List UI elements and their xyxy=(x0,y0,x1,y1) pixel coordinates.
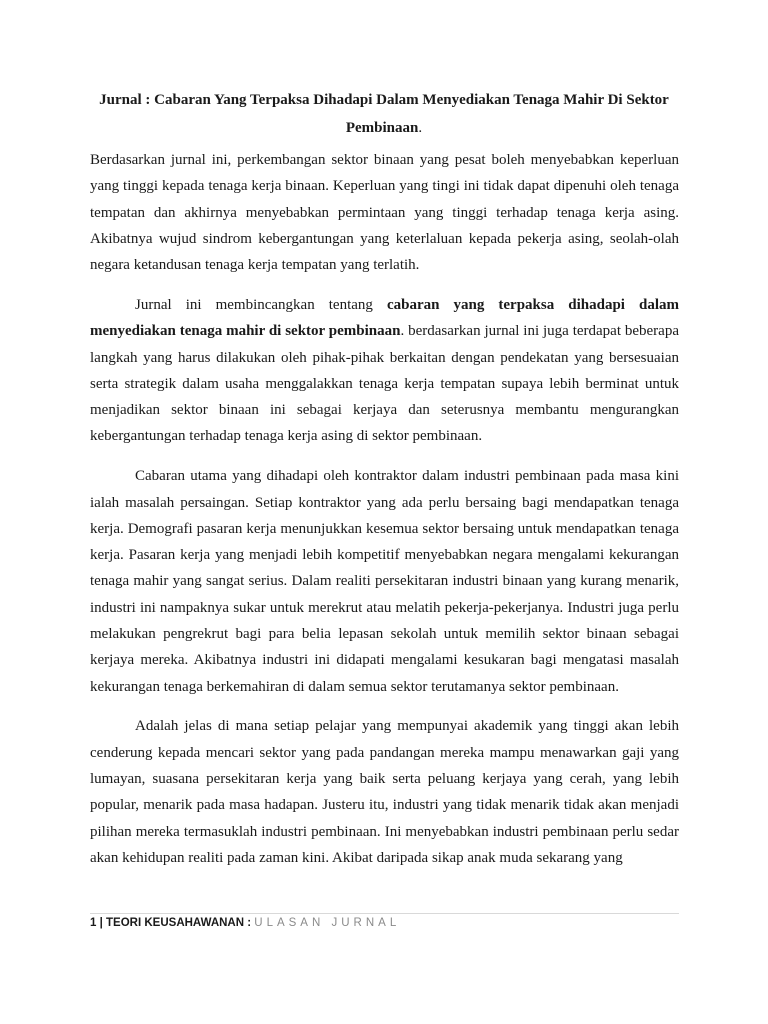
paragraph-2-bold: cabaran yang terpaksa dihadapi dalam menyediakan tenaga mahir di sektor pembinaan xyxy=(90,296,680,340)
footer-divider xyxy=(90,913,679,914)
paragraph-2 xyxy=(90,292,679,450)
document-title-text: Jurnal : Cabaran Yang Terpaksa Dihadapi Dalam Menyediakan Tenaga Mahir Di Sektor Pembinaan xyxy=(99,92,669,136)
paragraph-3: Cabaran utama yang dihadapi oleh kontraktor dalam industri pembinaan pada masa kini ialah masalah persaingan. Setiap kontraktor yang ada perlu bersaing bagi mendapatkan tenaga kerja. Demografi pasaran kerja menunjukkan kesemua sektor bersaing untuk mendapatkan tenaga kerja. Pasaran kerja yang menjadi lebih kompetitif menyebabkan negara mengalami kekurangan tenaga mahir yang sangat serius. Dalam realiti persekitaran industri binaan yang kurang menarik, industri ini nampaknya sukar untuk merekrut atau melatih pekerja-pekerjanya. Industri juga perlu melakukan pengrekrut bagi para belia lepasan sekolah untuk memilih sektor binaan sebagai kerjaya mereka. Akibatnya industri ini didapati mengalami kesukaran bagi mengatasi masalah kekurangan tenaga berkemahiran di dalam semua sektor terutamanya sektor pembinaan. xyxy=(90,468,679,695)
page-footer xyxy=(90,915,400,931)
footer-separator: | xyxy=(99,917,103,929)
page-number: 1 xyxy=(90,917,97,929)
paragraph-4: Adalah jelas di mana setiap pelajar yang mempunyai akademik yang tinggi akan lebih cenderung kepada mencari sektor yang pada pandangan mereka mampu menawarkan gaji yang lumayan, suasana persekitaran kerja yang baik serta peluang kerjaya yang cerah, yang lebih popular, menarik pada masa hadapan. Justeru itu, industri yang tidak menarik tidak akan menjadi pilihan mereka termasuklah industri pembinaan. Ini menyebabkan industri pembinaan perlu sedar akan kehidupan realiti pada zaman kini. Akibat daripada sikap anak muda sekarang yang xyxy=(90,718,679,866)
paragraph-2-lead: Jurnal ini membincangkan tentang xyxy=(135,296,387,313)
document-title xyxy=(88,86,680,142)
footer-label: TEORI KEUSAHAWANAN : xyxy=(106,917,252,929)
paragraph-1: Berdasarkan jurnal ini, perkembangan sektor binaan yang pesat boleh menyebabkan keperluan yang tinggi kepada tenaga kerja binaan. Keperluan yang tingi ini tidak dapat dipenuhi oleh tenaga tempatan dan akhirnya menyebabkan permintaan yang tinggi terhadap tenaga kerja asing. Akibatnya wujud sindrom kebergantungan yang keterlaluan kepada pekerja asing, seolah-olah negara ketandusan tenaga kerja tempatan yang terlatih. xyxy=(90,152,679,274)
document-title-period: . xyxy=(418,120,423,136)
footer-sublabel: ULASAN JURNAL xyxy=(254,917,401,929)
document-body xyxy=(90,147,679,885)
paragraph-2-rest: . berdasarkan jurnal ini juga terdapat beberapa langkah yang harus dilakukan oleh pihak-pihak berkaitan dengan pendekatan yang bersesuaian serta strategik dalam usaha menggalakkan tenaga kerja tempatan supaya lebih berminat untuk menjadikan sektor binaan ini sebagai kerjaya dan seterusnya membantu mengurangkan kebergantungan terhadap tenaga kerja asing di sektor pembinaan. xyxy=(90,323,679,445)
